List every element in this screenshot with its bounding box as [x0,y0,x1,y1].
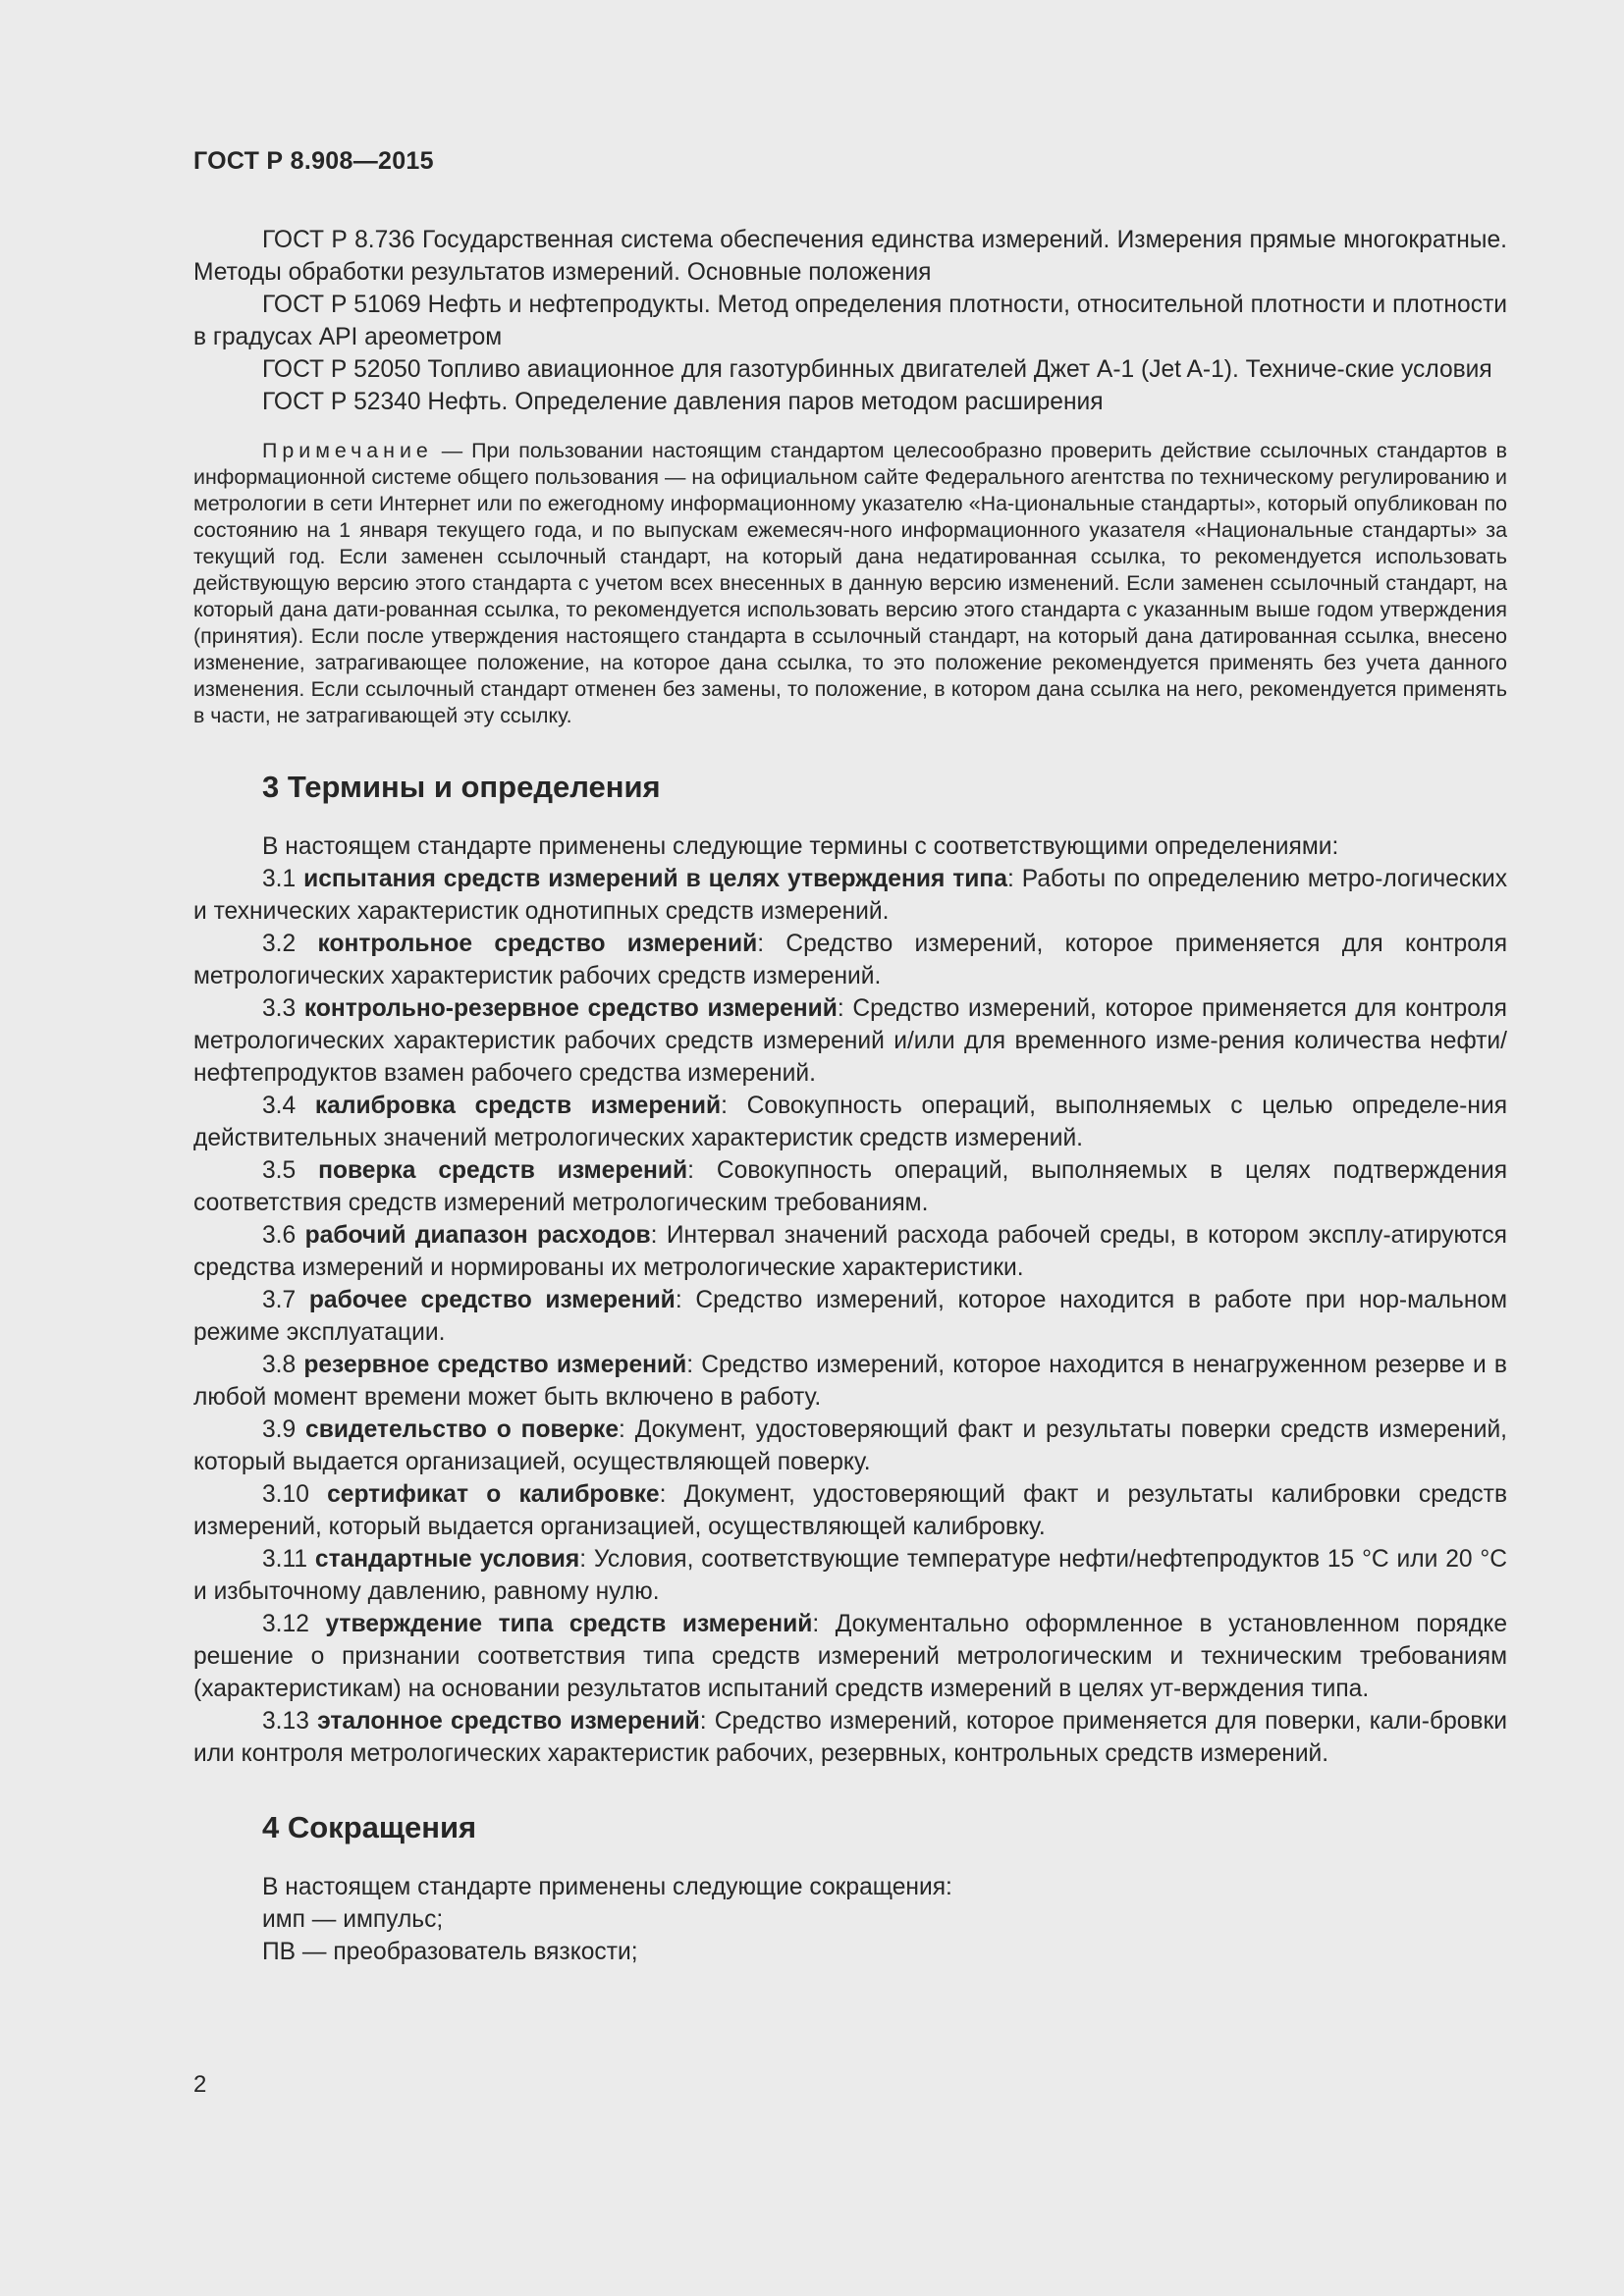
reference-item: ГОСТ Р 8.736 Государственная система обеспечения единства измерений. Измерения прямые многократные. Методы обработки результатов измерений. Основные положения [193,227,1507,286]
note [193,438,1507,729]
term-definition: : Совокупность операций, выполняемых в целях подтверждения соответствия средств измерений метрологическим требованиям. [193,1157,1508,1216]
term-name: рабочий диапазон расходов [304,1222,651,1249]
term-name: стандартные условия [314,1546,580,1573]
term-item [193,1705,1507,1770]
reference-item: ГОСТ Р 51069 Нефть и нефтепродукты. Метод определения плотности, относительной плотности и плотности в градусах API ареометром [193,292,1507,350]
term-number: 3.2 [262,931,318,957]
term-item [193,928,1507,992]
term-name: свидетельство о поверке [305,1416,620,1443]
term-name: резервное средство измерений [303,1352,687,1378]
section-3-title: 3 Термины и определения [262,770,661,804]
term-item [193,1608,1507,1705]
term-definition: : Документ, удостоверяющий факт и результаты калибровки средств измерений, который выдается организацией, осуществляющей калибровку. [193,1481,1508,1540]
term-name: калибровка средств измерений [314,1093,722,1119]
note-text: — При пользовании настоящим стандартом целесообразно проверить действие ссылочных стандартов в информационной системе общего пользования — на официальном сайте Федерального агентства по техническому регулированию и метрологии в сети Интернет или по ежегодному информационному указателю «На-циональные стандарты», который опубликован по состоянию на 1 января текущего года, и по выпускам ежемесяч-ного информационного указателя «Национальные стандарты» за текущий год. Если заменен ссылочный стандарт, на который дана недатированная ссылка, то рекомендуется использовать действующую версию этого стандарта с учетом всех внесенных в данную версию изменений. Если заменен ссылочный стандарт, на который дана дати-рованная ссылка, то рекомендуется использовать версию этого стандарта с указанным выше годом утверждения (принятия). Если после утверждения настоящего стандарта в ссылочный стандарт, на который дана датированная ссылка, внесено изменение, затрагивающее положение, на которое дана ссылка, то это положение рекомендуется применять без учета данного изменения. Если ссылочный стандарт отменен без замены, то положение, в котором дана ссылка на него, рекомендуется применять в части, не затрагивающей эту ссылку. [193,439,1507,727]
reference-item: ГОСТ Р 52050 Топливо авиационное для газотурбинных двигателей Джет А-1 (Jet A-1). Техниче-ские условия [262,356,1492,383]
abbreviations-list [193,1903,1507,1968]
term-number: 3.9 [262,1416,306,1443]
term-number: 3.3 [262,995,304,1022]
term-name: контрольное средство измерений [317,931,758,957]
term-number: 3.13 [262,1708,318,1735]
abbreviation-item: ПВ — преобразователь вязкости; [262,1939,638,1965]
term-definition: : Средство измерений, которое применяется для контроля метрологических характеристик рабочих средств измерений и/или для временного изме-рения количества нефти/нефтепродуктов взамен рабочего средства измерений. [193,995,1507,1087]
term-definition: : Средство измерений, которое применяется для контроля метрологических характеристик рабочих средств измерений. [193,931,1508,989]
term-definition: : Средство измерений, которое находится в работе при нор-мальном режиме эксплуатации. [193,1287,1508,1346]
note-label: Примечание [262,439,433,462]
references-list [193,224,1507,418]
term-item [193,1090,1507,1154]
document-header: ГОСТ Р 8.908—2015 [193,147,434,175]
section-4-intro: В настоящем стандарте применены следующие сокращения: [262,1874,952,1900]
term-name: испытания средств измерений в целях утверждения типа [303,866,1007,892]
term-item [193,992,1507,1090]
term-item [193,1349,1507,1414]
page-number: 2 [193,2071,207,2098]
term-definition: : Условия, соответствующие температуре нефти/нефтепродуктов 15 °С или 20 °С и избыточному давлению, равному нулю. [193,1546,1508,1605]
term-name: поверка средств измерений [318,1157,688,1184]
terms-list [193,863,1507,1770]
term-number: 3.11 [262,1546,315,1573]
term-definition: : Работы по определению метро-логических и технических характеристик однотипных средств измерений. [193,866,1507,925]
term-name: утверждение типа средств измерений [325,1611,813,1637]
section-4-title: 4 Сокращения [262,1810,477,1844]
term-name: контрольно-резервное средство измерений [303,995,838,1022]
term-number: 3.8 [262,1352,304,1378]
term-name: эталонное средство измерений [317,1708,700,1735]
term-item [193,1154,1507,1219]
term-name: рабочее средство измерений [308,1287,676,1313]
term-item [193,863,1507,928]
term-item [193,1414,1507,1478]
document-body [193,224,1507,1968]
term-definition: : Средство измерений, которое находится в ненагруженном резерве и в любой момент времени может быть включено в работу. [193,1352,1507,1411]
term-item [193,1543,1507,1608]
term-item [193,1219,1507,1284]
term-name: сертификат о калибровке [327,1481,660,1508]
section-3-intro: В настоящем стандарте применены следующие термины с соответствующими определениями: [262,833,1339,860]
term-item [193,1478,1507,1543]
term-number: 3.12 [262,1611,326,1637]
term-definition: : Интервал значений расхода рабочей среды, в котором эксплу-атируются средства измерений и нормированы их метрологические характеристики. [193,1222,1507,1281]
term-number: 3.4 [262,1093,315,1119]
term-number: 3.5 [262,1157,319,1184]
term-definition: : Документально оформленное в установленном порядке решение о признании соответствия типа средств измерений метрологическим и техническим требованиям (характеристикам) на основании результатов испытаний средств измерений в целях ут-верждения типа. [193,1611,1507,1702]
term-number: 3.7 [262,1287,309,1313]
reference-item: ГОСТ Р 52340 Нефть. Определение давления паров методом расширения [262,389,1104,415]
abbreviation-item: имп — импульс; [262,1906,444,1933]
term-definition: : Совокупность операций, выполняемых с целью определе-ния действительных значений метрологических характеристик средств измерений. [193,1093,1508,1151]
term-definition: : Документ, удостоверяющий факт и результаты поверки средств измерений, который выдается организацией, осуществляющей поверку. [193,1416,1508,1475]
term-number: 3.6 [262,1222,305,1249]
term-item [193,1284,1507,1349]
term-number: 3.10 [262,1481,328,1508]
term-definition: : Средство измерений, которое применяется для поверки, кали-бровки или контроля метрологических характеристик рабочих, резервных, контрольных средств измерений. [193,1708,1507,1767]
term-number: 3.1 [262,866,304,892]
